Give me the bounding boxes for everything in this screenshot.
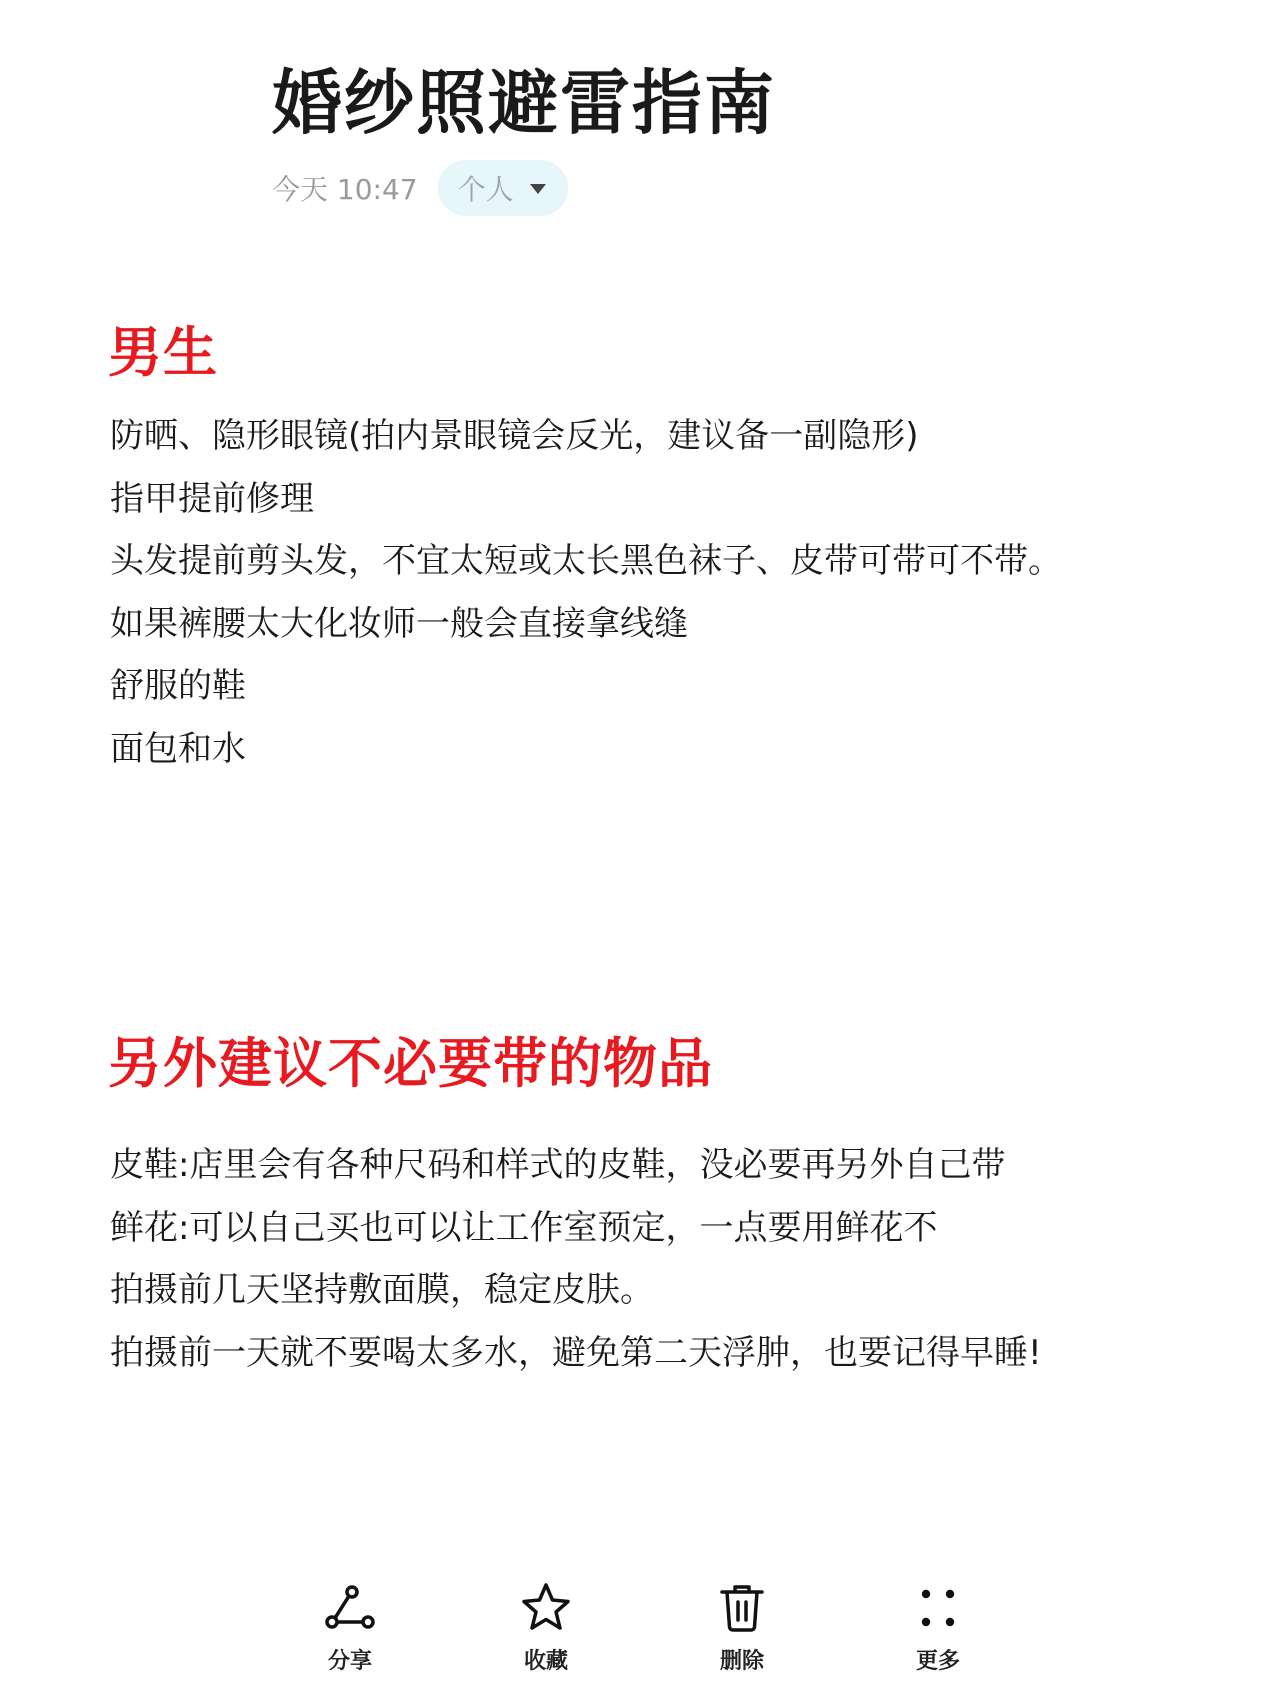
note-title: 婚纱照避雷指南 xyxy=(272,62,776,144)
bottom-toolbar xyxy=(0,1580,1280,1690)
note-meta xyxy=(272,160,568,216)
list-item: 拍摄前一天就不要喝太多水，避免第二天浮肿，也要记得早睡! xyxy=(110,1332,1042,1373)
share-icon xyxy=(322,1580,378,1636)
list-item: 舒服的鞋 xyxy=(110,666,246,706)
list-item: 皮鞋:店里会有各种尺码和样式的皮鞋，没必要再另外自己带 xyxy=(110,1145,1006,1185)
list-item: 头发提前剪头发，不宜太短或太长黑色袜子、皮带可带可不带。 xyxy=(110,541,1062,581)
share-button[interactable] xyxy=(290,1580,410,1690)
list-item: 如果裤腰太大化妆师一般会直接拿线缝 xyxy=(110,603,688,644)
section-heading-male: 男生 xyxy=(108,321,218,384)
delete-button[interactable] xyxy=(682,1580,802,1690)
section-list-male xyxy=(110,405,1062,780)
section-heading-not-needed: 另外建议不必要带的物品 xyxy=(108,1032,713,1095)
chevron-down-icon xyxy=(530,184,546,194)
list-item: 鲜花:可以自己买也可以让工作室预定，一点要用鲜花不 xyxy=(110,1207,938,1248)
delete-label: 删除 xyxy=(719,1649,764,1674)
folder-label: 个人 xyxy=(457,173,514,206)
more-dots-icon xyxy=(910,1580,966,1636)
list-item: 拍摄前几天坚持敷面膜，稳定皮肤。 xyxy=(110,1270,654,1310)
share-label: 分享 xyxy=(327,1649,372,1674)
more-label: 更多 xyxy=(915,1649,960,1674)
note-timestamp: 今天 10:47 xyxy=(272,173,418,206)
section-list-not-needed xyxy=(110,1134,1042,1384)
list-item: 面包和水 xyxy=(110,728,246,769)
more-button[interactable] xyxy=(878,1580,998,1690)
folder-selector[interactable] xyxy=(438,160,568,216)
list-item: 指甲提前修理 xyxy=(110,478,314,519)
favorite-label: 收藏 xyxy=(523,1649,568,1674)
list-item: 防晒、隐形眼镜(拍内景眼镜会反光，建议备一副隐形) xyxy=(110,416,919,456)
favorite-button[interactable] xyxy=(486,1580,606,1690)
trash-icon xyxy=(714,1580,770,1636)
star-icon xyxy=(518,1580,574,1636)
